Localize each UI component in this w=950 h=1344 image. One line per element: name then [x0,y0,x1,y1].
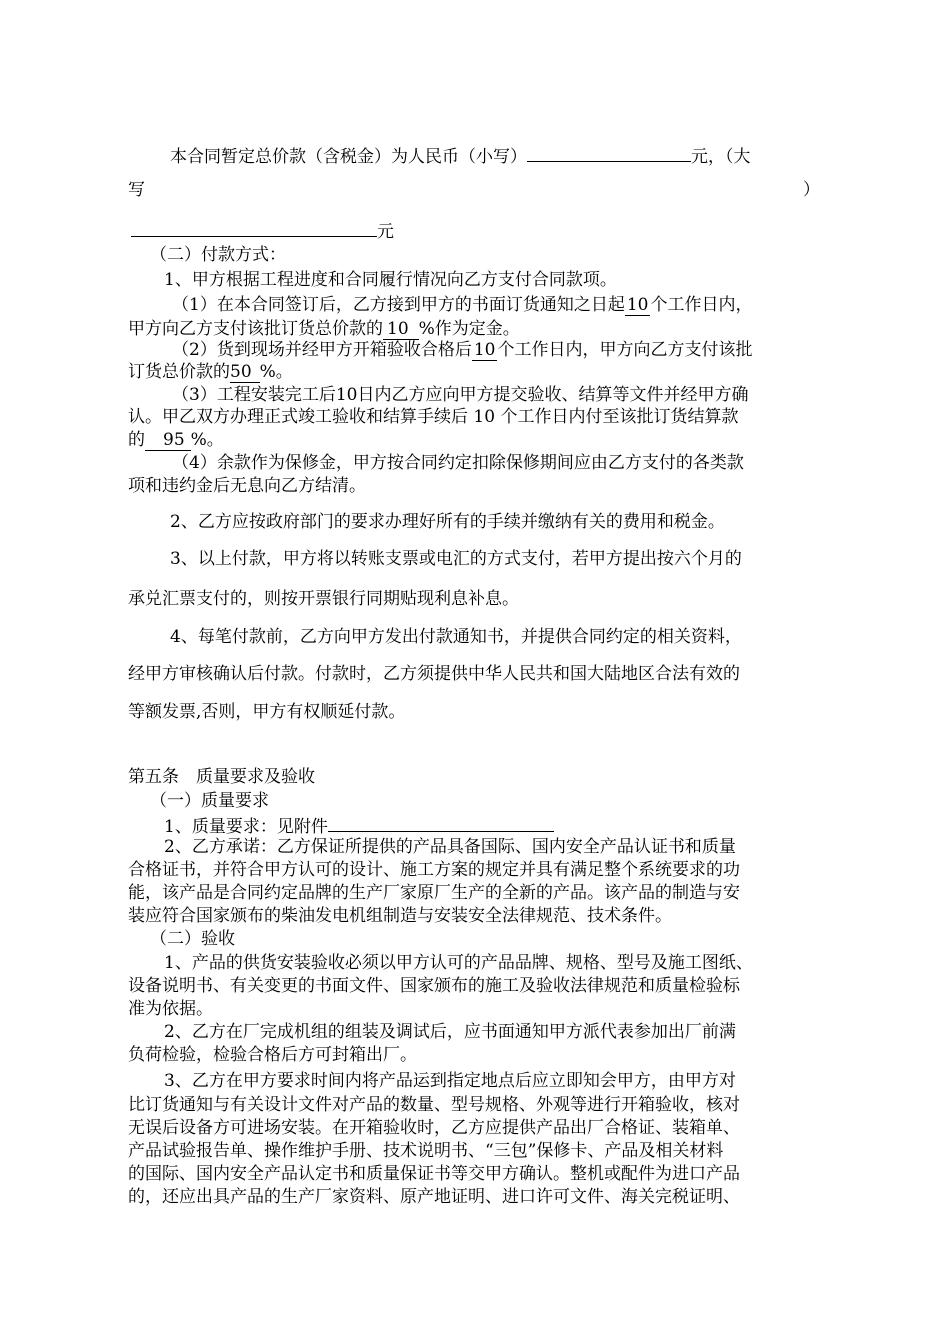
total-price-unit: 元 [377,222,394,242]
payment-item1-line2: 甲方向乙方支付该批订货总价款的 10 %作为定金。 [128,319,520,339]
payment-item1-line1: （1）在本合同签订后，乙方接到甲方的书面订货通知之日起 10 个工作日内， [172,295,753,315]
price-words-line [131,218,394,243]
payment-p2: 2、乙方应按政府部门的要求办理好所有的手续并缴纳有关的费用和税金。 [170,512,725,532]
acceptance-a3-line4: 产品试验报告单、操作维护手册、技术说明书、“三包”保修卡、产品及相关材料 [128,1141,724,1161]
acceptance-a3-line2: 比订货通知与有关设计文件对产品的数量、型号规格、外观等进行开箱验收，核对 [128,1095,740,1115]
acceptance-a1-line2: 设备说明书、有关变更的书面文件、国家颁布的施工及验收法律规范和质量检验标 [128,976,740,996]
total-price-text-c: 写 [128,180,145,200]
quality-q2-line3: 能，该产品是合同约定品牌的生产厂家原厂生产的全新的产品。该产品的制造与安 [128,883,740,903]
payment-p4-line3: 等额发票,否则，甲方有权顺延付款。 [128,702,406,722]
price-words-blank [131,218,377,237]
quality-q2-line4: 装应符合国家颁布的柴油发电机组制造与安装安全法律规范、技术条件。 [128,906,672,926]
total-price-close-paren: ） [803,180,820,200]
acceptance-a2-line2: 负荷检验，检验合格后方可封箱出厂。 [128,1045,417,1065]
total-price-line [170,143,751,168]
quality-q2-line2: 合格证书，并符合甲方认可的设计、施工方案的规定并具有满足整个系统要求的功 [128,860,740,880]
attachment-blank [328,813,554,832]
total-price-text: 本合同暂定总价款（含税金）为人民币（小写） [170,147,527,167]
acceptance-a1-line1: 1、产品的供货安装验收必须以甲方认可的产品品牌、规格、型号及施工图纸、 [164,953,753,973]
total-price-text-b: 元，（大 [691,147,751,167]
payment-item2-line2: 订货总价款的50 %。 [128,362,293,382]
payment-p4-line1: 4、每笔付款前，乙方向甲方发出付款通知书，并提供合同约定的相关资料， [170,627,742,647]
article5-sub2-heading: （二）验收 [150,929,235,949]
payment-item4-line1: （4）余款作为保修金，甲方按合同约定扣除保修期间应由乙方支付的各类款 [172,453,744,473]
payment-item3-line3: 的 95 %。 [128,430,224,450]
payment-p1: 1、甲方根据工程进度和合同履行情况向乙方支付合同款项。 [164,270,617,290]
item1-days-value: 10 [626,295,649,315]
acceptance-a3-line1: 3、乙方在甲方要求时间内将产品运到指定地点后应立即知会甲方，由甲方对 [164,1071,736,1091]
payment-heading: （二）付款方式： [150,245,286,265]
payment-item4-line2: 项和违约金后无息向乙方结清。 [128,476,366,496]
acceptance-a3-line3: 无误后设备方可进场安装。在开箱验收时，乙方应提供产品出厂合格证、装箱单、 [128,1118,740,1138]
quality-req-line: 1、质量要求：见附件 [164,813,554,838]
acceptance-a1-line3: 准为依据。 [128,999,213,1019]
acceptance-a3-line5: 的国际、国内安全产品认定书和质量保证书等交甲方确认。整机或配件为进口产品 [128,1164,740,1184]
article5-sub1-heading: （一）质量要求 [150,791,269,811]
quality-q2-line1: 2、乙方承诺：乙方保证所提供的产品具备国际、国内安全产品认证书和质量 [164,837,736,857]
payment-item3-line1: （3）工程安装完工后10日内乙方应向甲方提交验收、结算等文件并经甲方确 [172,385,749,405]
item2-days-value: 10 [473,340,496,360]
payment-item3-line2: 认。甲乙双方办理正式竣工验收和结算手续后 10 个工作日内付至该批订货结算款 [128,407,739,427]
item2-percent-value: 50 [230,362,260,383]
payment-p3-line2: 承兑汇票支付的，则按开票银行同期贴现利息补息。 [128,589,519,609]
item1-percent-value: 10 [383,319,419,340]
payment-p4-line2: 经甲方审核确认后付款。付款时，乙方须提供中华人民共和国大陆地区合法有效的 [128,664,740,684]
acceptance-a3-line6: 的，还应出具产品的生产厂家资料、原产地证明、进口许可文件、海关完税证明、 [128,1187,740,1207]
item3-percent-value: 95 [145,430,191,451]
acceptance-a2-line1: 2、乙方在厂完成机组的组装及调试后，应书面通知甲方派代表参加出厂前满 [164,1022,736,1042]
payment-p3-line1: 3、以上付款，甲方将以转账支票或电汇的方式支付，若甲方提出按六个月的 [170,549,742,569]
article5-title: 第五条 质量要求及验收 [128,767,315,787]
price-figures-blank [527,143,691,162]
payment-item2-line1: （2）货到现场并经甲方开箱验收合格后 10 个工作日内，甲方向乙方支付该批 [172,340,753,360]
